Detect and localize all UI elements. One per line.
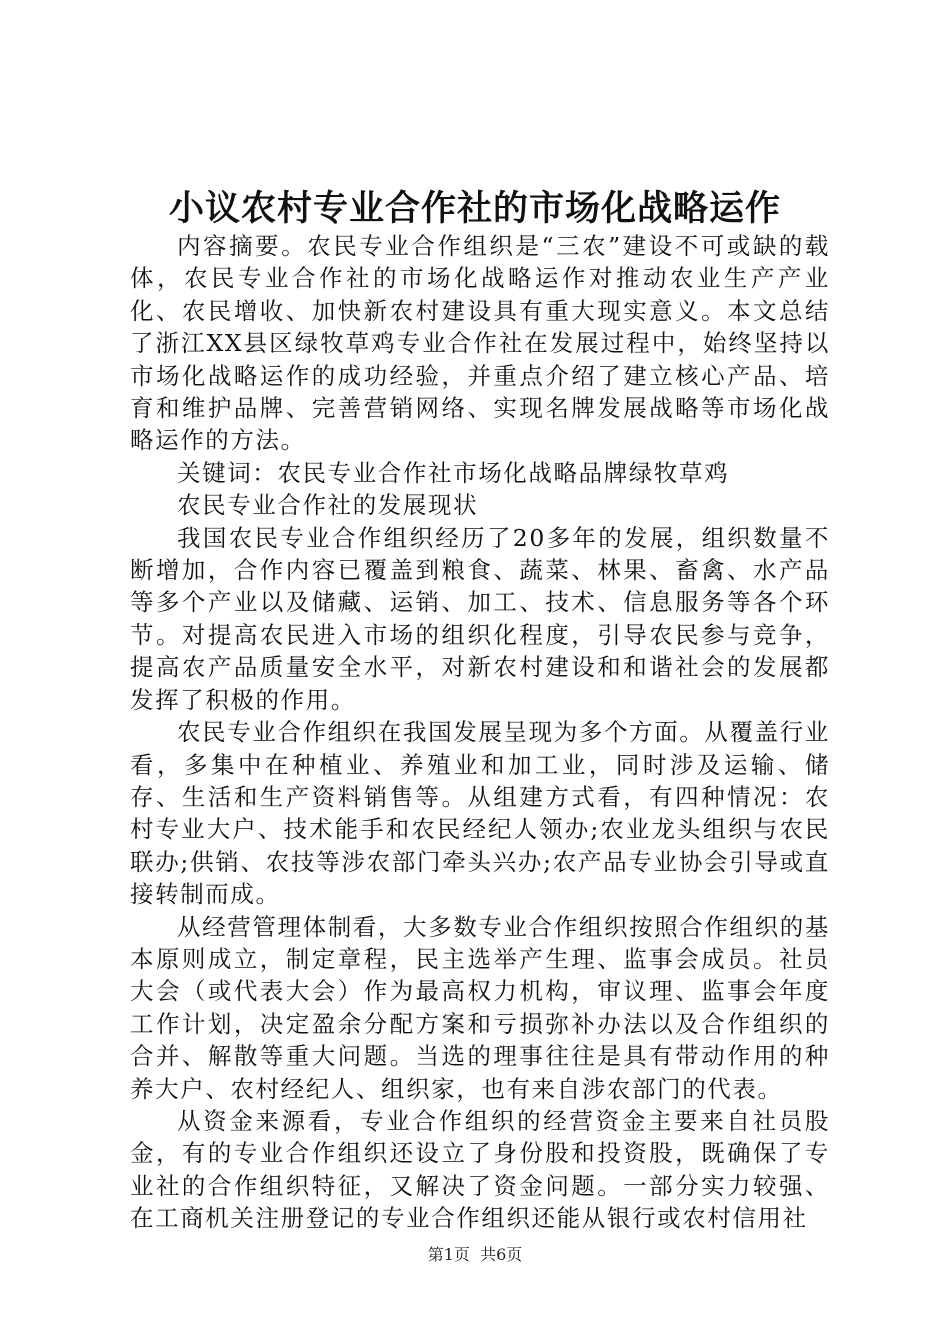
keywords-paragraph: 关键词：农民专业合作社市场化战略品牌绿牧草鸡 [177,458,730,487]
document-title: 小议农村专业合作社的市场化战略运作 [168,188,781,229]
abstract-paragraph: 内容摘要。农民专业合作组织是“三农”建设不可或缺的载体，农民专业合作社的市场化战略运作对推动农业生产产业化、农民增收、加快新农村建设具有重大现实意义。本文总结了浙江XX县区绿牧草鸡专业合作社在发展过程中，始终坚持以市场化战略运作的成功经验，并重点介绍了建立核心产品、培育和维护品牌、完善营销网络、实现名牌发展战略等市场化战略运作的方法。 [130,232,830,455]
body-paragraph: 我国农民专业合作组织经历了20多年的发展，组织数量不断增加，合作内容已覆盖到粮食、蔬菜、林果、畜禽、水产品等多个产业以及储藏、运销、加工、技术、信息服务等各个环节。对提高农民进入市场的组织化程度，引导农民参与竞争，提高农产品质量安全水平，对新农村建设和和谐社会的发展都发挥了积极的作用。 [130,523,830,714]
document-body [130,230,830,1235]
page-number-footer: 第1页 共6页 [427,1245,523,1264]
body-paragraph: 农民专业合作组织在我国发展呈现为多个方面。从覆盖行业看，多集中在种植业、养殖业和加工业，同时涉及运输、储存、生活和生产资料销售等。从组建方式看，有四种情况：农村专业大户、技术能手和农民经纪人领办;农业龙头组织与农民联办;供销、农技等涉农部门牵头兴办;农产品专业协会引导或直接转制而成。 [130,718,830,909]
body-paragraph: 从经营管理体制看，大多数专业合作组织按照合作组织的基本原则成立，制定章程，民主选举产生理、监事会成员。社员大会（或代表大会）作为最高权力机构，审议理、监事会年度工作计划，决定盈余分配方案和亏损弥补办法以及合作组织的合并、解散等重大问题。当选的理事往往是具有带动作用的种养大户、农村经纪人、组织家，也有来自涉农部门的代表。 [130,912,830,1103]
section-heading: 农民专业合作社的发展现状 [177,491,479,520]
body-paragraph: 从资金来源看，专业合作组织的经营资金主要来自社员股金，有的专业合作组织还设立了身份股和投资股，既确保了专业社的合作组织特征，又解决了资金问题。一部分实力较强、在工商机关注册登记的专业合作组织还能从银行或农村信用社 [130,1106,830,1233]
